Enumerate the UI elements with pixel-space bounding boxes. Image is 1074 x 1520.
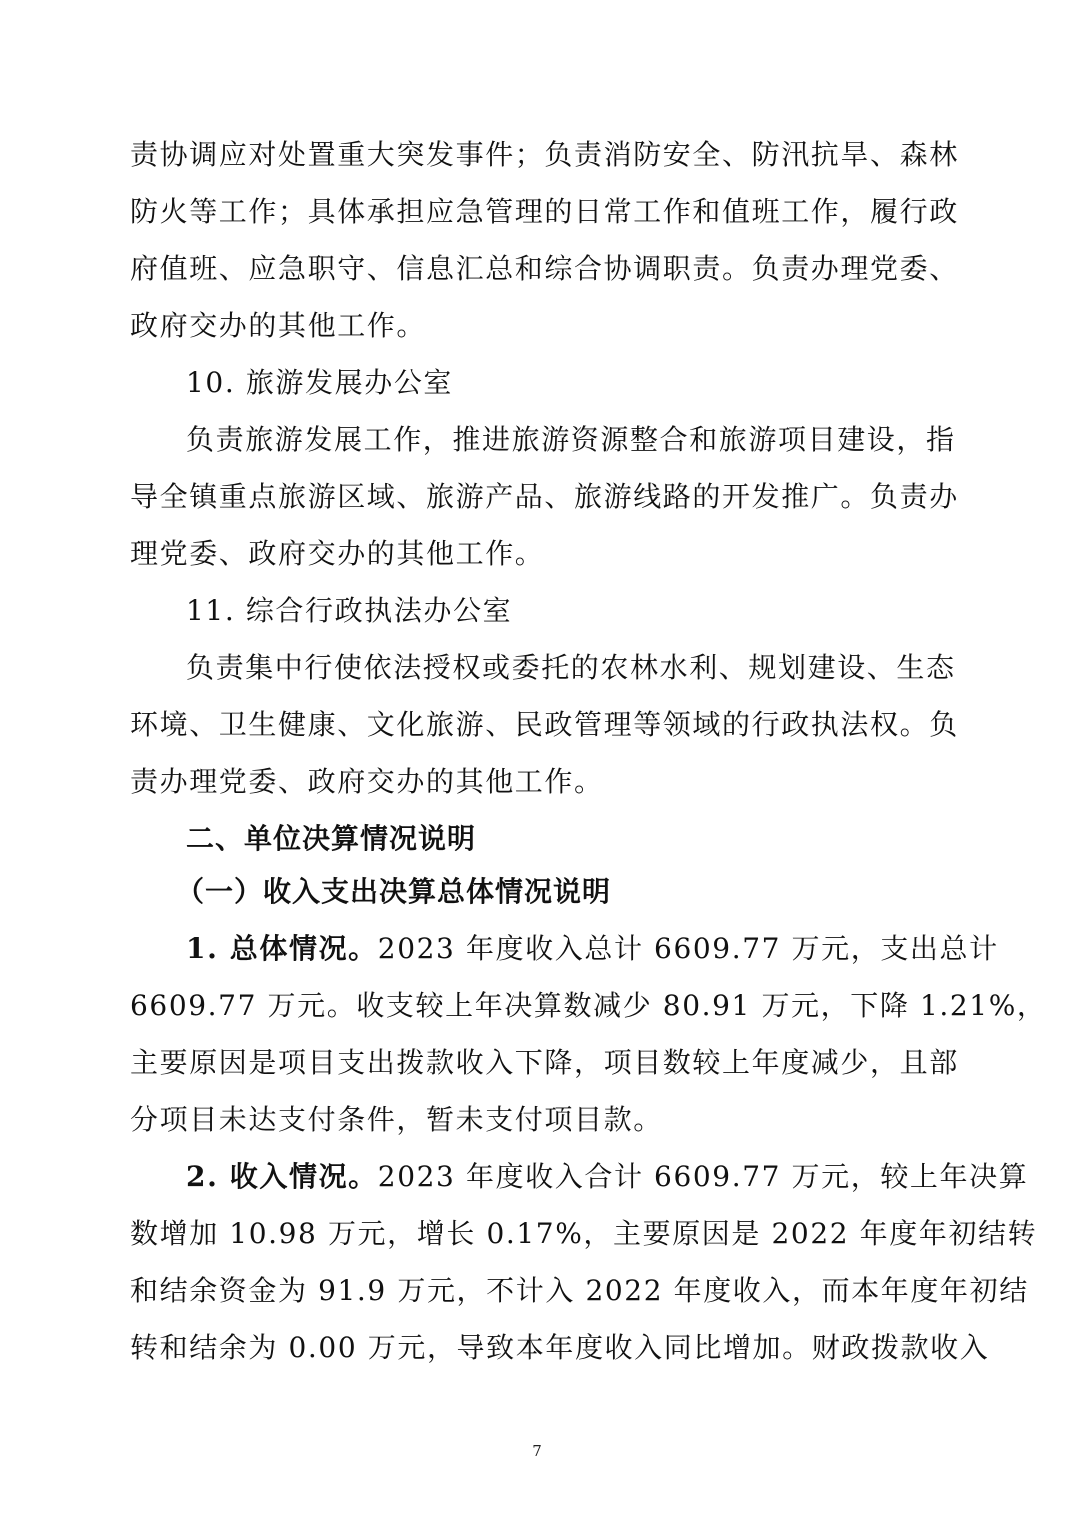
paragraph-line: 6609.77 万元。收支较上年决算数减少 80.91 万元，下降 1.21%， <box>130 989 1047 1022</box>
paragraph-line: 责办理党委、政府交办的其他工作。 <box>130 765 604 798</box>
paragraph-line: 负责集中行使依法授权或委托的农林水利、规划建设、生态 <box>186 651 956 684</box>
paragraph-line: 环境、卫生健康、文化旅游、民政管理等领域的行政执法权。负 <box>130 708 959 741</box>
item-income-text: 2023 年度收入合计 6609.77 万元，较上年决算 <box>377 1160 1029 1193</box>
paragraph-line: 数增加 10.98 万元，增长 0.17%，主要原因是 2022 年度年初结转 <box>130 1217 1038 1250</box>
paragraph-line: 政府交办的其他工作。 <box>130 309 427 342</box>
subheading-tourism-office: 10. 旅游发展办公室 <box>186 366 454 399</box>
page-number: 7 <box>532 1442 542 1460</box>
paragraph-line: 理党委、政府交办的其他工作。 <box>130 537 545 570</box>
paragraph-line: 转和结余为 0.00 万元，导致本年度收入同比增加。财政拨款收入 <box>130 1331 990 1364</box>
section-heading: 二、单位决算情况说明 <box>186 822 477 855</box>
item-overall-text: 2023 年度收入总计 6609.77 万元，支出总计 <box>377 932 999 965</box>
item-overall-label: 1. 总体情况。 <box>186 932 378 965</box>
paragraph-line: 负责旅游发展工作，推进旅游资源整合和旅游项目建设，指 <box>186 423 956 456</box>
item-income-label: 2. 收入情况。 <box>186 1160 378 1193</box>
paragraph-line: 分项目未达支付条件，暂未支付项目款。 <box>130 1103 663 1136</box>
subsection-heading: （一）收入支出决算总体情况说明 <box>176 875 612 908</box>
paragraph-line: 导全镇重点旅游区域、旅游产品、旅游线路的开发推广。负责办 <box>130 480 959 513</box>
item-overall-first-line <box>186 929 999 969</box>
item-income-first-line <box>186 1157 1029 1197</box>
paragraph-line: 主要原因是项目支出拨款收入下降，项目数较上年度减少，且部 <box>130 1046 959 1079</box>
paragraph-line: 责协调应对处置重大突发事件；负责消防安全、防汛抗旱、森林 <box>130 138 959 171</box>
subheading-law-enforcement-office: 11. 综合行政执法办公室 <box>186 594 513 627</box>
paragraph-line: 防火等工作；具体承担应急管理的日常工作和值班工作，履行政 <box>130 195 959 228</box>
paragraph-line: 和结余资金为 91.9 万元，不计入 2022 年度收入，而本年度年初结 <box>130 1274 1029 1307</box>
paragraph-line: 府值班、应急职守、信息汇总和综合协调职责。负责办理党委、 <box>130 252 959 285</box>
